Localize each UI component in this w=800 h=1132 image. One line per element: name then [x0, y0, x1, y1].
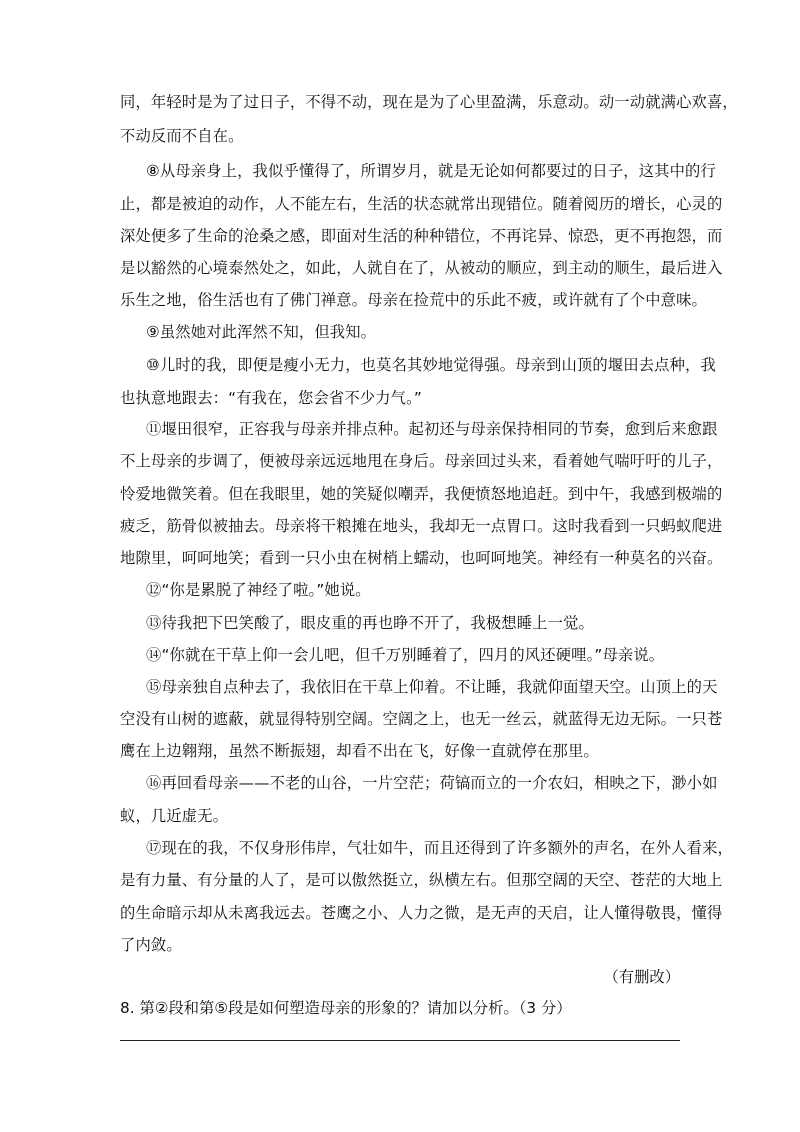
paragraph-17-line: ⑰现在的我，不仅身形伟岸，气壮如牛，而且还得到了许多额外的声名，在外人看来，: [146, 839, 733, 857]
text-line: 了内敛。: [120, 936, 182, 954]
text-line: 蚁，几近虚无。: [120, 807, 229, 825]
text-line: 也执意地跟去：“有我在，您会省不少力气。”: [120, 389, 422, 407]
text-line: 怜爱地微笑着。但在我眼里，她的笑疑似嘲弄，我便愤怒地追赶。到中午，我感到极端的: [120, 485, 723, 503]
paragraph-8-line: ⑧从母亲身上，我似乎懂得了，所谓岁月，就是无论如何都要过的日子，这其中的行: [146, 162, 716, 180]
text-line: 止，都是被迫的动作，人不能左右，生活的状态就常出现错位。随着阅历的增长，心灵的: [120, 195, 723, 213]
text-line: 疲乏，筋骨似被抽去。母亲将干粮摊在地头，我却无一点胃口。这时我看到一只蚂蚁爬进: [120, 517, 723, 535]
text-line: 地隙里，呵呵地笑；看到一只小虫在树梢上蠕动，也呵呵地笑。神经有一种莫名的兴奋。: [120, 549, 723, 567]
question-8: 8. 第②段和第⑤段是如何塑造母亲的形象的？请加以分析。（3 分）: [120, 999, 572, 1017]
text-line: 乐生之地，俗生活也有了佛门禅意。母亲在捡荒中的乐此不疲，或许就有了个中意味。: [120, 291, 707, 309]
paragraph-16-line: ⑯再回看母亲——不老的山谷，一片空茫；荷镐而立的一介农妇，相映之下，渺小如: [146, 774, 718, 792]
text-line: 不动反而不自在。: [120, 127, 244, 145]
answer-line: [120, 1040, 680, 1041]
text-line: 是有力量、有分量的人了，是可以傲然挺立，纵横左右。但那空阔的天空、苍茫的大地上: [120, 871, 723, 889]
text-line: 不上母亲的步调了，便被母亲远远地甩在身后。母亲回过头来，看着她气喘吁吁的儿子，: [120, 452, 723, 470]
text-line: 鹰在上边翱翔，虽然不断振翅，却看不出在飞，好像一直就停在那里。: [120, 742, 599, 760]
paragraph-12-line: ⑫“你是累脱了神经了啦。”她说。: [146, 581, 371, 599]
text-line: 深处便多了生命的沧桑之感，即面对生活的种种错位，不再诧异、惊恐，更不再抱怨，而: [120, 227, 723, 245]
paragraph-13-line: ⑬待我把下巴笑酸了，眼皮重的再也睁不开了，我极想睡上一觉。: [146, 614, 594, 632]
text-line: 是以豁然的心境泰然处之，如此，人就自在了，从被动的顺应，到主动的顺生，最后进入: [120, 259, 723, 277]
paragraph-15-line: ⑮母亲独自点种去了，我依旧在干草上仰着。不让睡，我就仰面望天空。山顶上的天: [146, 678, 718, 696]
paragraph-11-line: ⑪堰田很窄，正容我与母亲并排点种。起初还与母亲保持相同的节奏，愈到后来愈跟: [146, 420, 718, 438]
text-line: 同，年轻时是为了过日子，不得不动，现在是为了心里盈满，乐意动。动一动就满心欢喜，: [120, 93, 738, 111]
text-line: 空没有山树的遮蔽，就显得特别空阔。空阔之上，也无一丝云，就蓝得无边无际。一只苍: [120, 710, 723, 728]
source-note: （有删改）: [603, 968, 680, 986]
text-line: 的生命暗示却从未离我远去。苍鹰之小、人力之微，是无声的天启，让人懂得敬畏，懂得: [120, 904, 723, 922]
paragraph-10-line: ⑩儿时的我，即便是瘦小无力，也莫名其妙地觉得强。母亲到山顶的堰田去点种，我: [146, 356, 716, 374]
paragraph-14-line: ⑭“你就在干草上仰一会儿吧，但千万别睡着了，四月的风还硬哩。”母亲说。: [146, 646, 665, 664]
paragraph-9-line: ⑨虽然她对此浑然不知，但我知。: [146, 323, 377, 341]
